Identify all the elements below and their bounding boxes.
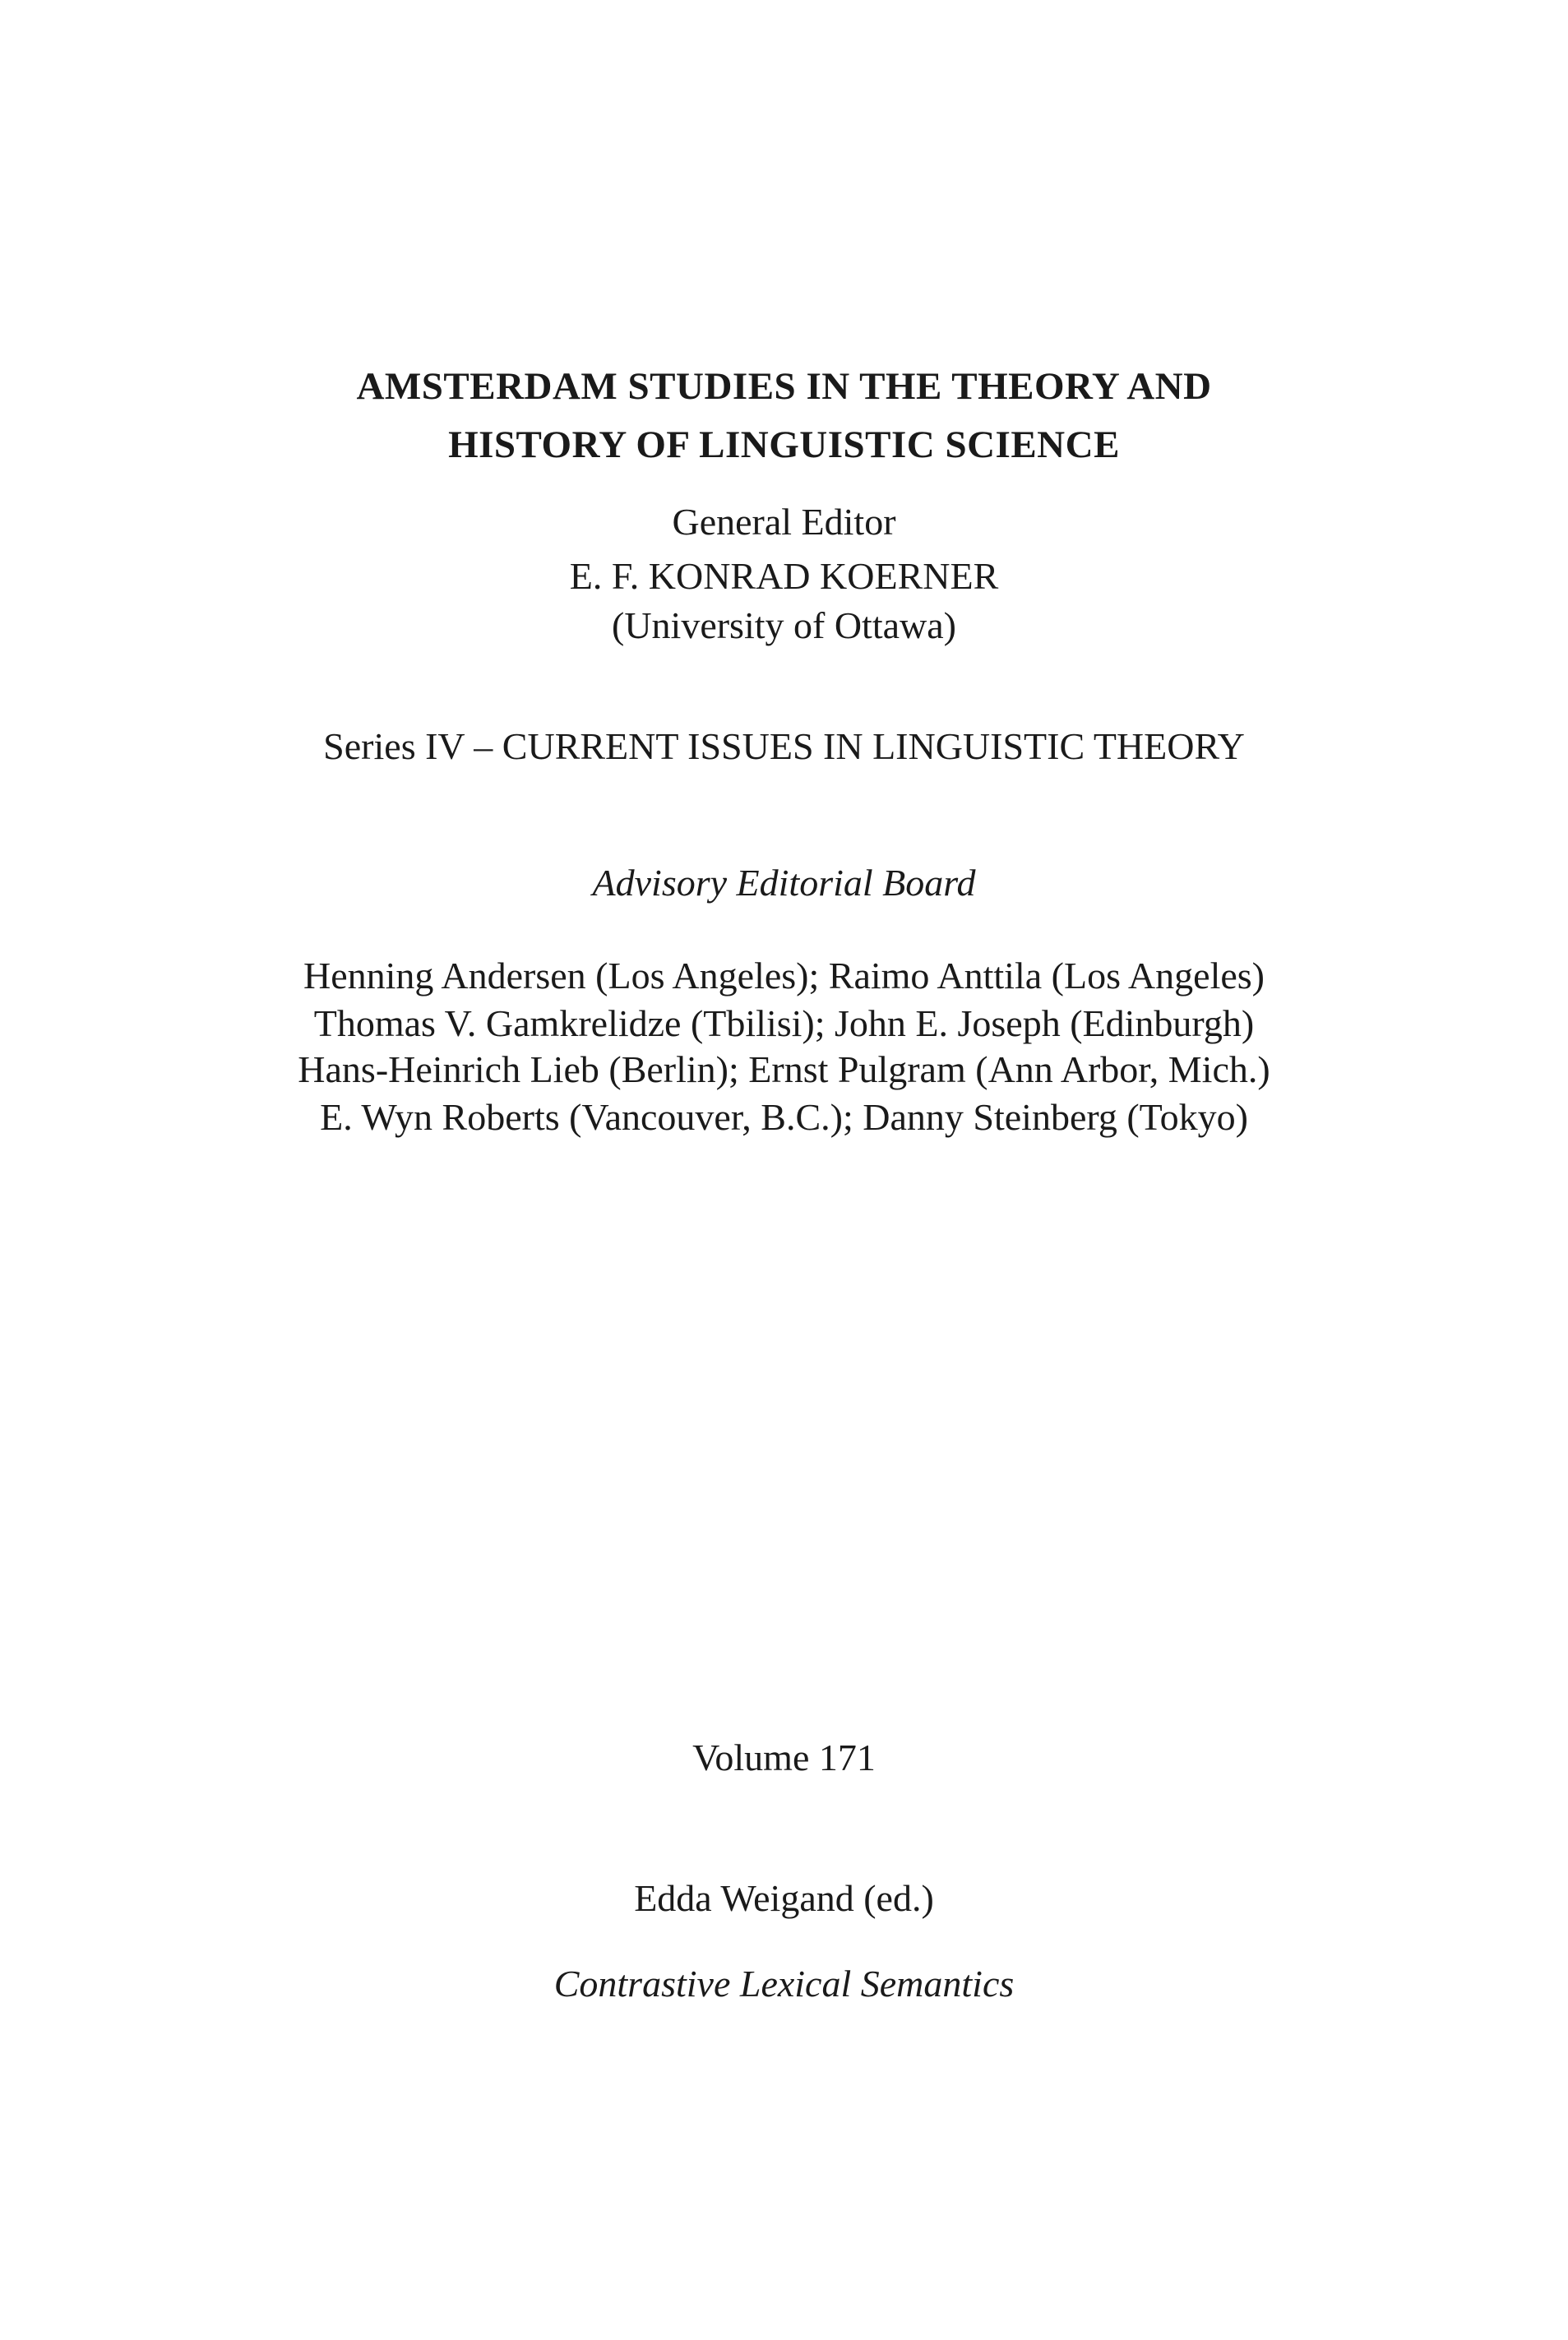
general-editor-name: E. F. KONRAD KOERNER (569, 555, 999, 597)
advisory-board-member-line: Henning Andersen (Los Angeles); Raimo Anttila (Los Angeles) (303, 955, 1265, 997)
general-editor-label: General Editor (672, 501, 896, 543)
series-title-line-1: AMSTERDAM STUDIES IN THE THEORY AND (356, 365, 1212, 408)
general-editor-affiliation: (University of Ottawa) (612, 604, 956, 646)
advisory-board-heading: Advisory Editorial Board (592, 862, 976, 904)
series-number: Series IV – CURRENT ISSUES IN LINGUISTIC THEORY (323, 725, 1245, 767)
series-title-line-2: HISTORY OF LINGUISTIC SCIENCE (448, 423, 1120, 466)
volume-number: Volume 171 (692, 1737, 876, 1778)
advisory-board-member-line: Thomas V. Gamkrelidze (Tbilisi); John E. Joseph (Edinburgh) (313, 1002, 1255, 1044)
volume-title: Contrastive Lexical Semantics (553, 1963, 1015, 2005)
volume-editor: Edda Weigand (ed.) (634, 1877, 934, 1919)
advisory-board-member-line: Hans-Heinrich Lieb (Berlin); Ernst Pulgram (Ann Arbor, Mich.) (298, 1048, 1270, 1090)
advisory-board-member-line: E. Wyn Roberts (Vancouver, B.C.); Danny Steinberg (Tokyo) (320, 1096, 1248, 1138)
